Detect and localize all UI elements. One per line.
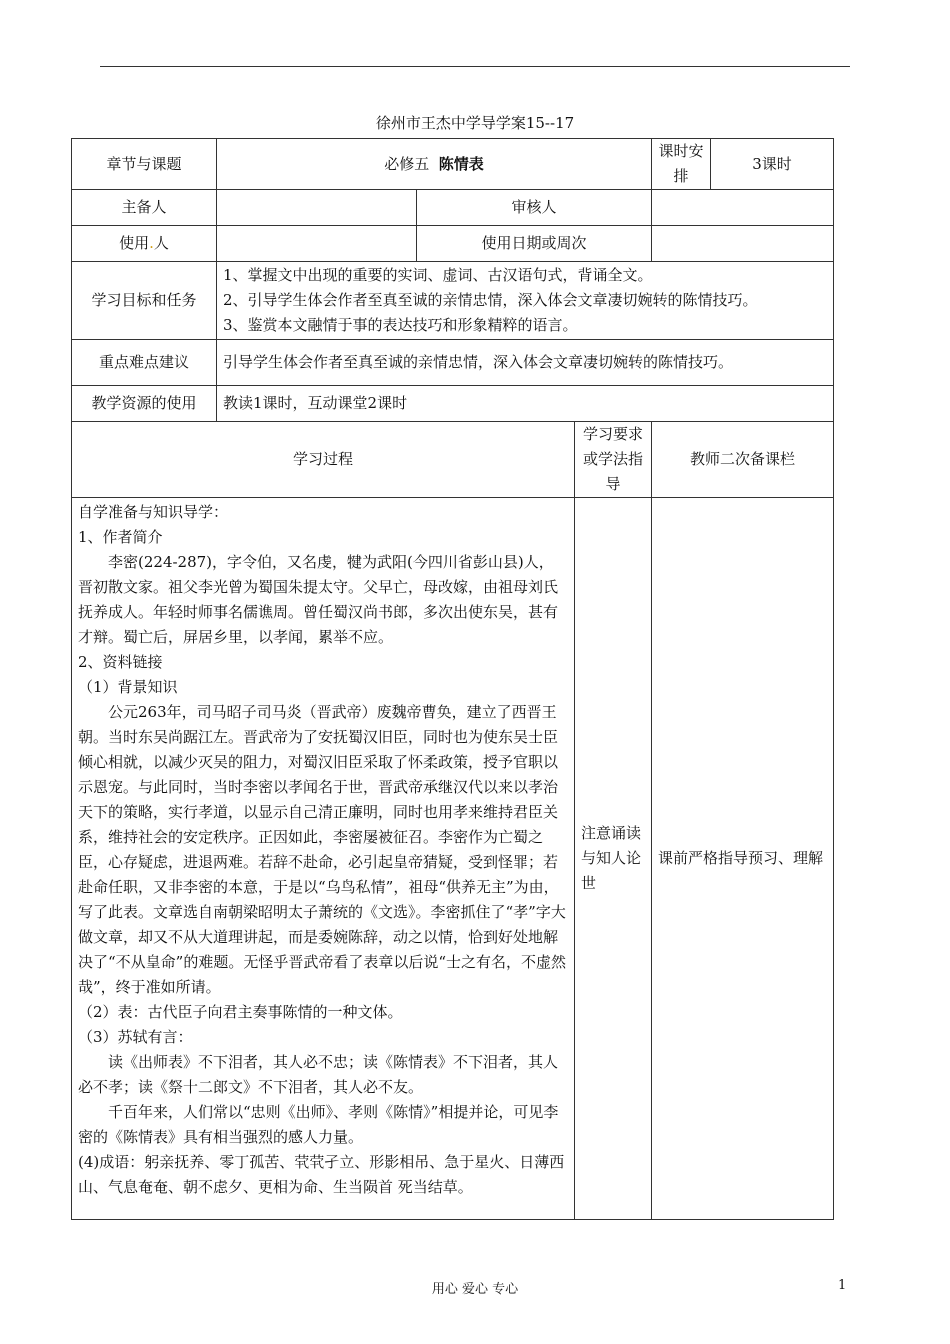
teacher-note: 课前严格指导预习、理解 [652, 498, 834, 1220]
row-process-header [72, 422, 834, 498]
resource-label: 教学资源的使用 [72, 386, 217, 422]
footer-text: 用心 爱心 专心 [431, 1282, 519, 1297]
goal-item: 2、引导学生体会作者至真至诚的亲情忠情，深入体会文章凄切婉转的陈情技巧。 [223, 291, 758, 309]
hours-value: 3课时 [711, 139, 834, 190]
lesson-plan-table [71, 138, 834, 1220]
body-line: 千百年来，人们常以“忠则《出师》、孝则《陈情》”相提并论，可见李密的《陈情表》具有相当强烈的感人力量。 [78, 1103, 559, 1146]
row-goals [72, 262, 834, 340]
preparer-label: 主备人 [72, 190, 217, 226]
user-value [217, 226, 417, 262]
user-label: 使用.人 [72, 226, 217, 262]
chapter-cell [217, 139, 652, 190]
goals-label: 学习目标和任务 [72, 262, 217, 340]
goal-item: 3、鉴赏本文融情于事的表达技巧和形象精粹的语言。 [223, 316, 578, 334]
row-process-body [72, 498, 834, 1220]
marker-dot: . [149, 234, 154, 252]
row-user [72, 226, 834, 262]
goals-cell [217, 262, 834, 340]
teacher-header: 教师二次备课栏 [652, 422, 834, 498]
page-number: 1 [838, 1278, 847, 1293]
reviewer-value [652, 190, 834, 226]
preparer-value [217, 190, 417, 226]
goal-item: 1、掌握文中出现的重要的实词、虚词、古汉语句式，背诵全文。 [223, 266, 653, 284]
body-line: 1、作者简介 [78, 528, 163, 546]
header-rule [100, 66, 850, 67]
body-line: 自学准备与知识导学： [78, 503, 229, 521]
body-line: 读《出师表》不下泪者，其人必不忠；读《陈情表》不下泪者，其人必不孝；读《祭十二郎文》不下泪者，其人必不友。 [78, 1053, 559, 1096]
row-resources [72, 386, 834, 422]
requirement-header: 学习要求或学法指导 [575, 422, 652, 498]
body-line: 2、资料链接 [78, 653, 163, 671]
document-title: 徐州市王杰中学导学案15--17 [375, 114, 575, 132]
body-line: 公元263年，司马昭子司马炎（晋武帝）废魏帝曹奂，建立了西晋王朝。当时东吴尚踞江左。晋武帝为了安抚蜀汉旧臣，同时也为使东吴士臣倾心相就，以减少灭吴的阻力，对蜀汉旧臣采取了怀柔政策，授予官职以示恩宠。与此同时，当时李密以孝闻名于世，晋武帝承继汉代以来以孝治天下的策略，实行孝道，以显示自己清正廉明，同时也用孝来维持君臣关系，维持社会的安定秩序。正因如此，李密屡被征召。李密作为亡蜀之臣，心存疑虑，进退两难。若辞不赴命，必引起皇帝猜疑，受到怪罪；若赴命任职，又非李密的本意，于是以“乌鸟私情”，祖母“供养无主”为由，写了此表。文章选自南朝梁昭明太子萧统的《文选》。李密抓住了“孝”字大做文章，却又不从大道理讲起，而是委婉陈辞，动之以情，恰到好处地解决了“不从皇命”的难题。无怪乎晋武帝看了表章以后说“士之有名，不虚然哉”，终于准如所请。 [78, 703, 567, 996]
hours-label: 课时安排 [652, 139, 711, 190]
process-body [72, 498, 575, 1220]
date-label: 使用日期或周次 [417, 226, 652, 262]
chapter-prefix: 必修五 [384, 154, 430, 173]
key-value: 引导学生体会作者至真至诚的亲情忠情，深入体会文章凄切婉转的陈情技巧。 [217, 340, 834, 386]
requirement-note: 注意诵读与知人论世 [575, 498, 652, 1220]
row-preparer [72, 190, 834, 226]
date-value [652, 226, 834, 262]
row-key-points [72, 340, 834, 386]
body-line: （3）苏轼有言： [78, 1028, 193, 1046]
body-line: 李密(224-287)，字令伯，又名虔，犍为武阳(今四川省彭山县)人，晋初散文家。祖父李光曾为蜀国朱提太守。父早亡，母改嫁，由祖母刘氏抚养成人。年轻时师事名儒谯周。曾任蜀汉尚书郎，多次出使东吴，甚有才辩。蜀亡后，屏居乡里，以孝闻，累举不应。 [78, 553, 559, 646]
body-line: （2）表：古代臣子向君主奏事陈情的一种文体。 [78, 1003, 403, 1021]
body-line: （1）背景知识 [78, 678, 178, 696]
reviewer-label: 审核人 [417, 190, 652, 226]
body-line: (4)成语：躬亲抚养、零丁孤苦、茕茕孑立、形影相吊、急于星火、日薄西山、气息奄奄、朝不虑夕、更相为命、生当陨首 死当结草。 [78, 1153, 565, 1196]
resource-value: 教读1课时，互动课堂2课时 [217, 386, 834, 422]
key-label: 重点难点建议 [72, 340, 217, 386]
row-chapter [72, 139, 834, 190]
chapter-title: 陈情表 [438, 154, 484, 173]
process-header: 学习过程 [72, 422, 575, 498]
chapter-label: 章节与课题 [72, 139, 217, 190]
